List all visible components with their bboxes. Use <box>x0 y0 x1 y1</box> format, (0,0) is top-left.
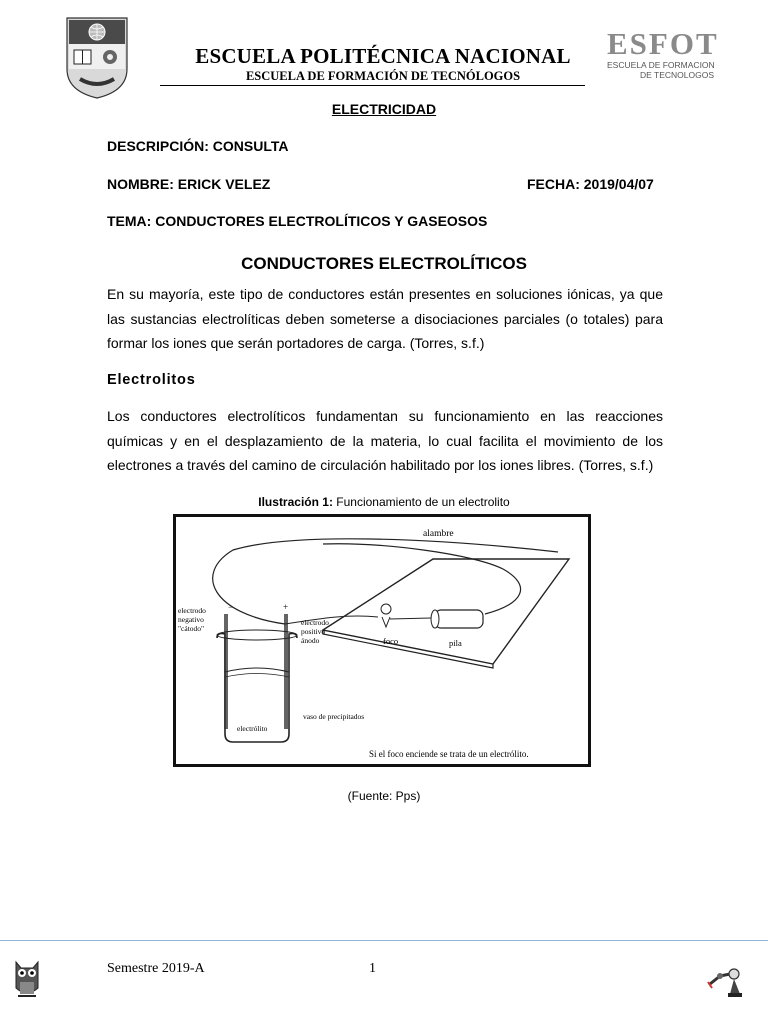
caption-text: Funcionamiento de un electrolito <box>332 495 510 509</box>
epn-shield-logo <box>66 17 128 99</box>
label-battery: pila <box>449 638 462 648</box>
owl-mascot-icon <box>12 958 42 1000</box>
description-line: DESCRIPCIÓN: CONSULTA <box>107 138 289 154</box>
page-number: 1 <box>369 961 376 976</box>
label-negative-2: negativo <box>178 615 204 624</box>
header-divider <box>160 85 585 86</box>
paragraph-intro: En su mayoría, este tipo de conductores están presentes en soluciones iónicas, ya que las sustancias electrolíticas deben someterse a disociaciones parciales (o totales) para formar los iones que serán portadores de carga. (Torres, s.f.) <box>107 286 663 352</box>
label-bulb: foco <box>383 636 399 646</box>
paragraph-electrolitos: Los conductores electrolíticos fundamentan su funcionamiento en las reacciones químicas y en el desplazamiento de la materia, lo cual facilita el movimiento de los electrones a través del camino de circulación habilitado por los iones libres. (Torres, s.f.) <box>107 408 663 474</box>
bulb-icon <box>381 604 391 614</box>
electrolyte-diagram <box>173 514 591 767</box>
figure-note: Si el foco enciende se trata de un electrólito. <box>369 749 529 759</box>
section-title: CONDUCTORES ELECTROLÍTICOS <box>241 254 527 273</box>
esfot-logo-subtitle-2: DE TECNOLOGOS <box>640 70 714 80</box>
caption-label: Ilustración 1: <box>258 495 333 509</box>
label-negative-3: "cátodo" <box>178 624 205 633</box>
institution-name: ESCUELA POLITÉCNICA NACIONAL <box>195 44 571 68</box>
figure-source: (Fuente: Pps) <box>347 789 421 803</box>
student-name: NOMBRE: ERICK VELEZ <box>107 176 271 192</box>
battery-icon <box>435 610 483 628</box>
document-date: FECHA: 2019/04/07 <box>527 176 654 192</box>
label-positive-1: electrodo <box>301 618 329 627</box>
school-name: ESCUELA DE FORMACIÓN DE TECNÓLOGOS <box>245 69 521 83</box>
minus-sign: − <box>228 602 234 612</box>
footer-divider <box>0 940 768 941</box>
topic-line: TEMA: CONDUCTORES ELECTROLÍTICOS Y GASEOSOS <box>107 213 488 229</box>
subject-title: ELECTRICIDAD <box>331 101 437 117</box>
label-positive-3: ánodo <box>301 636 320 645</box>
figure-caption <box>0 495 768 509</box>
label-wire: alambre <box>423 529 454 539</box>
label-negative-1: electrodo <box>178 606 206 615</box>
esfot-logo-mark: ESFOT <box>607 26 719 61</box>
label-positive-2: positivo <box>301 627 326 636</box>
plus-sign: + <box>283 602 289 612</box>
robot-arm-icon <box>706 962 746 998</box>
footer-semester: Semestre 2019-A <box>107 961 205 976</box>
label-electrolyte: electrólito <box>237 724 268 733</box>
label-beaker: vaso de precipitados <box>303 712 365 721</box>
esfot-logo-subtitle-1: ESCUELA DE FORMACION <box>607 60 715 70</box>
subheading-electrolitos: Electrolitos <box>107 372 196 388</box>
